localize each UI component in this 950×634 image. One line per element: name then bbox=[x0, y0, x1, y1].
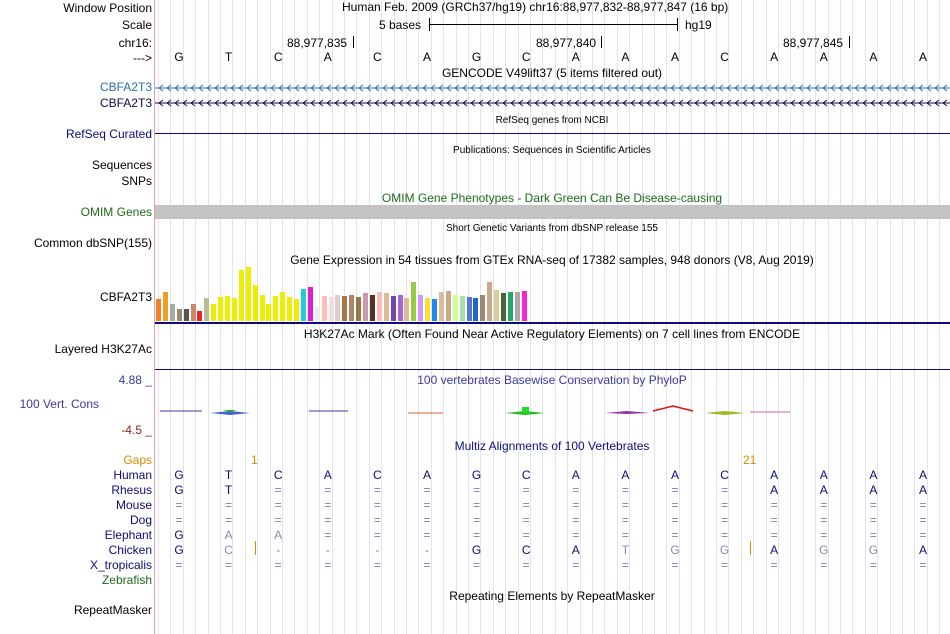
alignment-base: = bbox=[324, 513, 332, 527]
species-label[interactable]: X_tropicalis bbox=[89, 558, 152, 572]
gencode-gene1-label[interactable]: CBFA2T3 bbox=[99, 80, 152, 94]
gtex-tissue-bar[interactable] bbox=[494, 290, 499, 321]
alignment-base: G bbox=[174, 543, 184, 557]
alignment-base: A bbox=[918, 483, 927, 497]
track-label-column bbox=[0, 0, 154, 634]
alignment-base: A bbox=[918, 543, 927, 557]
gtex-tissue-bar[interactable] bbox=[239, 270, 244, 321]
alignment-base: A bbox=[819, 483, 828, 497]
h3k27ac-track-label[interactable]: Layered H3K27Ac bbox=[54, 342, 152, 356]
alignment-base: A bbox=[571, 468, 580, 482]
gtex-tissue-bar[interactable] bbox=[177, 309, 182, 321]
gtex-tissue-bar[interactable] bbox=[197, 311, 202, 321]
ruler-tick-2 bbox=[601, 36, 602, 48]
snps-track-label[interactable]: SNPs bbox=[121, 174, 152, 188]
alignment-base: = bbox=[324, 498, 332, 512]
alignment-base: = bbox=[869, 513, 877, 527]
alignment-base: = bbox=[721, 558, 729, 572]
alignment-base: = bbox=[473, 558, 481, 572]
phylop-max-label: 4.88 _ bbox=[118, 373, 152, 387]
gtex-tissue-bar[interactable] bbox=[480, 295, 485, 321]
reference-base: A bbox=[670, 50, 679, 64]
alignment-base: A bbox=[274, 528, 283, 542]
alignment-base: T bbox=[224, 483, 233, 497]
sequences-track-label[interactable]: Sequences bbox=[91, 158, 152, 172]
publications-track-title: Publications: Sequences in Scientific Articles bbox=[453, 145, 651, 156]
reference-base: C bbox=[720, 50, 729, 64]
alignment-base: G bbox=[471, 543, 482, 557]
alignment-base: = bbox=[671, 483, 679, 497]
chrom-label: chr16: bbox=[118, 36, 152, 50]
gtex-tissue-bar[interactable] bbox=[508, 292, 513, 321]
alignment-base: = bbox=[522, 528, 530, 542]
strand-label: ---> bbox=[133, 51, 152, 65]
alignment-base: = bbox=[175, 513, 183, 527]
scale-label: Scale bbox=[121, 18, 152, 32]
gtex-tissue-bar[interactable] bbox=[460, 296, 465, 321]
gencode-gene-models[interactable] bbox=[155, 82, 950, 108]
alignment-base: = bbox=[869, 498, 877, 512]
dbsnp-track-title: Short Genetic Variants from dbSNP release 155 bbox=[446, 223, 658, 234]
species-label[interactable]: Elephant bbox=[104, 528, 152, 542]
gtex-tissue-bar[interactable] bbox=[308, 287, 313, 321]
scale-bar-line bbox=[429, 24, 677, 25]
alignment-base: = bbox=[324, 558, 332, 572]
reference-base: A bbox=[819, 50, 828, 64]
gtex-tissue-bar[interactable] bbox=[184, 309, 189, 321]
alignment-base: = bbox=[423, 513, 431, 527]
alignment-base: = bbox=[473, 513, 481, 527]
gtex-tissue-bar[interactable] bbox=[225, 296, 230, 321]
gtex-tissue-bar[interactable] bbox=[156, 299, 161, 321]
reference-base: A bbox=[422, 50, 431, 64]
alignment-base: C bbox=[720, 468, 729, 482]
reference-base: A bbox=[621, 50, 630, 64]
gtex-tissue-bar[interactable] bbox=[260, 295, 265, 321]
alignment-base: - bbox=[375, 543, 380, 557]
gtex-tissue-bar[interactable] bbox=[204, 298, 209, 321]
phylop-segment bbox=[653, 406, 693, 411]
alignment-base: = bbox=[820, 498, 828, 512]
gencode-gene2-label[interactable]: CBFA2T3 bbox=[99, 96, 152, 110]
gtex-tissue-bar[interactable] bbox=[246, 267, 251, 321]
multiz-track-title: Multiz Alignments of 100 Vertebrates bbox=[454, 439, 650, 453]
alignment-base: = bbox=[621, 528, 629, 542]
alignment-base: = bbox=[721, 483, 729, 497]
reference-base: C bbox=[373, 50, 382, 64]
alignment-base: = bbox=[621, 558, 629, 572]
ruler-position-1: 88,977,835 bbox=[287, 36, 348, 50]
alignment-base: = bbox=[473, 498, 481, 512]
gtex-tissue-bar[interactable] bbox=[232, 298, 237, 321]
omim-gene-bar[interactable] bbox=[155, 205, 950, 219]
alignment-base: A bbox=[224, 528, 233, 542]
species-label[interactable]: Rhesus bbox=[111, 483, 152, 497]
alignment-base: G bbox=[819, 543, 829, 557]
gtex-tissue-bar[interactable] bbox=[301, 289, 306, 321]
ruler-position-3: 88,977,845 bbox=[783, 36, 844, 50]
gtex-tissue-bar[interactable] bbox=[398, 295, 403, 321]
alignment-base: = bbox=[671, 498, 679, 512]
phylop-segment bbox=[605, 411, 650, 414]
species-label[interactable]: Dog bbox=[129, 513, 152, 527]
alignment-base: C bbox=[273, 468, 283, 482]
alignment-base: G bbox=[471, 468, 482, 482]
alignment-base: = bbox=[423, 528, 431, 542]
gtex-tissue-bar[interactable] bbox=[522, 291, 527, 321]
reference-base: C bbox=[521, 50, 531, 64]
alignment-base: A bbox=[770, 468, 779, 482]
alignment-base: = bbox=[572, 528, 580, 542]
phylop-track-label[interactable]: 100 Vert. Cons bbox=[19, 397, 99, 411]
alignment-base: A bbox=[770, 483, 779, 497]
gtex-tissue-bar[interactable] bbox=[418, 295, 423, 321]
alignment-base: G bbox=[719, 543, 730, 557]
gtex-tissue-bar[interactable] bbox=[280, 292, 285, 321]
alignment-base: = bbox=[175, 498, 183, 512]
gtex-tissue-bar[interactable] bbox=[501, 293, 506, 321]
alignment-base: A bbox=[869, 483, 878, 497]
alignment-base: C bbox=[521, 543, 531, 557]
gtex-tissue-bar[interactable] bbox=[322, 296, 327, 321]
gaps-label: Gaps bbox=[123, 453, 152, 467]
alignment-base: C bbox=[224, 543, 233, 557]
alignment-base: = bbox=[324, 528, 332, 542]
phylop-conservation-plot[interactable] bbox=[155, 400, 950, 425]
scale-bar-text: 5 bases bbox=[379, 18, 422, 32]
alignment-base: G bbox=[868, 543, 879, 557]
phylop-segment bbox=[705, 411, 745, 415]
gtex-tissue-bar[interactable] bbox=[170, 304, 175, 321]
reference-base: A bbox=[323, 50, 332, 64]
gtex-tissue-bar[interactable] bbox=[294, 299, 299, 321]
gtex-tissue-bar[interactable] bbox=[391, 296, 396, 321]
alignment-base: = bbox=[324, 483, 332, 497]
reference-base: T bbox=[224, 50, 233, 64]
reference-base: A bbox=[770, 50, 779, 64]
gtex-tissue-bar[interactable] bbox=[432, 299, 437, 321]
alignment-base: = bbox=[175, 558, 183, 572]
gtex-tissue-bar[interactable] bbox=[453, 295, 458, 321]
alignment-base: = bbox=[522, 513, 530, 527]
gtex-tissue-bar[interactable] bbox=[191, 304, 196, 321]
alignment-base: = bbox=[770, 528, 778, 542]
refseq-gene-line[interactable] bbox=[155, 133, 950, 134]
alignment-base: = bbox=[721, 528, 729, 542]
gtex-tissue-bar[interactable] bbox=[370, 295, 375, 321]
alignment-base: = bbox=[473, 483, 481, 497]
gtex-tissue-bar[interactable] bbox=[487, 282, 492, 321]
h3k27ac-separator bbox=[155, 369, 950, 370]
omim-track-title: OMIM Gene Phenotypes - Dark Green Can Be Disease-causing bbox=[381, 191, 723, 205]
gtex-tissue-bar[interactable] bbox=[473, 298, 478, 321]
alignment-base: = bbox=[770, 558, 778, 572]
alignment-base: = bbox=[770, 513, 778, 527]
phylop-track-title: 100 vertebrates Basewise Conservation by PhyloP bbox=[417, 373, 687, 387]
omim-track-label[interactable]: OMIM Genes bbox=[80, 205, 152, 219]
alignment-base: T bbox=[224, 468, 233, 482]
reference-base: C bbox=[273, 50, 283, 64]
gtex-tissue-bar[interactable] bbox=[253, 285, 258, 321]
alignment-base: = bbox=[373, 558, 381, 572]
alignment-base: = bbox=[373, 528, 381, 542]
alignment-base: - bbox=[325, 543, 330, 557]
gtex-bar-chart[interactable] bbox=[155, 266, 950, 321]
alignment-base: = bbox=[274, 513, 282, 527]
alignment-base: = bbox=[820, 528, 828, 542]
alignment-base: = bbox=[522, 483, 530, 497]
alignment-base: = bbox=[274, 483, 282, 497]
gtex-baseline bbox=[155, 322, 950, 324]
alignment-base: G bbox=[174, 528, 184, 542]
alignment-base: = bbox=[721, 513, 729, 527]
gtex-tissue-bar[interactable] bbox=[273, 296, 278, 321]
alignment-base: = bbox=[621, 513, 629, 527]
gtex-tissue-bar[interactable] bbox=[163, 292, 168, 321]
alignment-base: = bbox=[671, 528, 679, 542]
alignment-base: = bbox=[373, 498, 381, 512]
alignment-base: = bbox=[522, 498, 530, 512]
alignment-base: = bbox=[522, 558, 530, 572]
alignment-base: = bbox=[423, 558, 431, 572]
alignment-base: = bbox=[572, 558, 580, 572]
alignment-base: = bbox=[225, 513, 233, 527]
insertion-marker bbox=[255, 541, 256, 555]
species-label[interactable]: Zebrafish bbox=[101, 573, 152, 587]
alignment-base: = bbox=[225, 558, 233, 572]
alignment-base: = bbox=[621, 498, 629, 512]
gtex-tissue-bar[interactable] bbox=[218, 297, 223, 321]
alignment-base: = bbox=[820, 558, 828, 572]
alignment-base: = bbox=[274, 558, 282, 572]
alignment-base: = bbox=[423, 498, 431, 512]
alignment-base: T bbox=[621, 543, 630, 557]
assembly-label: hg19 bbox=[685, 18, 712, 32]
phylop-min-label: -4.5 _ bbox=[121, 423, 152, 437]
gap-count-1: 1 bbox=[251, 453, 258, 467]
alignment-base: = bbox=[274, 498, 282, 512]
position-title: Human Feb. 2009 (GRCh37/hg19) chr16:88,977,832-88,977,847 (16 bp) bbox=[342, 0, 729, 14]
gencode-track-title: GENCODE V49lift37 (5 items filtered out) bbox=[441, 66, 663, 80]
gtex-tissue-bar[interactable] bbox=[356, 297, 361, 321]
alignment-base: - bbox=[425, 543, 429, 557]
refseq-track-title: RefSeq genes from NCBI bbox=[495, 115, 609, 126]
alignment-base: G bbox=[174, 483, 184, 497]
alignment-base: C bbox=[521, 468, 531, 482]
dbsnp-track-label[interactable]: Common dbSNP(155) bbox=[33, 236, 152, 250]
gtex-tissue-bar[interactable] bbox=[315, 307, 320, 321]
alignment-base: A bbox=[323, 468, 332, 482]
gtex-tissue-bar[interactable] bbox=[411, 282, 416, 321]
alignment-base: = bbox=[373, 483, 381, 497]
alignment-base: G bbox=[670, 543, 680, 557]
refseq-track-label[interactable]: RefSeq Curated bbox=[65, 127, 152, 141]
reference-base: A bbox=[571, 50, 580, 64]
alignment-base: = bbox=[919, 513, 927, 527]
alignment-base: = bbox=[572, 513, 580, 527]
species-label[interactable]: Human bbox=[113, 468, 152, 482]
alignment-base: = bbox=[919, 558, 927, 572]
reference-base: G bbox=[174, 50, 184, 64]
alignment-base: = bbox=[869, 528, 877, 542]
alignment-base: = bbox=[225, 498, 233, 512]
repeatmasker-track-label[interactable]: RepeatMasker bbox=[73, 603, 152, 617]
alignment-base: = bbox=[869, 558, 877, 572]
window-position-label: Window Position bbox=[63, 1, 152, 15]
alignment-base: - bbox=[276, 543, 281, 557]
species-label[interactable]: Mouse bbox=[115, 498, 152, 512]
gtex-tissue-bar[interactable] bbox=[467, 297, 472, 321]
gtex-tissue-bar[interactable] bbox=[404, 298, 409, 321]
alignment-base: A bbox=[869, 468, 878, 482]
alignment-base: = bbox=[721, 498, 729, 512]
alignment-base: A bbox=[422, 468, 431, 482]
gtex-tissue-bar[interactable] bbox=[329, 297, 334, 321]
gtex-tissue-bar[interactable] bbox=[363, 293, 368, 321]
ruler-tick-3 bbox=[849, 36, 850, 48]
alignment-base: A bbox=[670, 468, 679, 482]
insertion-marker bbox=[750, 541, 751, 555]
alignment-base: = bbox=[671, 558, 679, 572]
alignment-base: = bbox=[820, 513, 828, 527]
alignment-base: A bbox=[571, 543, 580, 557]
alignment-base: A bbox=[819, 468, 828, 482]
alignment-base: G bbox=[174, 468, 184, 482]
gtex-tissue-bar[interactable] bbox=[342, 296, 347, 321]
alignment-base: C bbox=[373, 468, 382, 482]
gtex-tissue-bar[interactable] bbox=[446, 291, 451, 321]
alignment-base: = bbox=[572, 498, 580, 512]
alignment-base: = bbox=[572, 483, 580, 497]
alignment-base: = bbox=[473, 528, 481, 542]
alignment-base: = bbox=[621, 483, 629, 497]
gtex-tissue-bar[interactable] bbox=[515, 292, 520, 321]
gtex-tissue-bar[interactable] bbox=[425, 298, 430, 321]
reference-base: A bbox=[869, 50, 878, 64]
ruler-position-2: 88,977,840 bbox=[536, 36, 597, 50]
alignment-base: = bbox=[919, 528, 927, 542]
gtex-tissue-bar[interactable] bbox=[349, 295, 354, 321]
alignment-base: = bbox=[423, 483, 431, 497]
gap-count-2: 21 bbox=[743, 453, 757, 467]
alignment-base: = bbox=[373, 513, 381, 527]
reference-base: A bbox=[918, 50, 927, 64]
gtex-tissue-bar[interactable] bbox=[287, 297, 292, 321]
gtex-tissue-bar[interactable] bbox=[266, 304, 271, 321]
gtex-tissue-bar[interactable] bbox=[384, 293, 389, 321]
h3k27ac-track-title: H3K27Ac Mark (Often Found Near Active Regulatory Elements) on 7 cell lines from ENCODE bbox=[303, 327, 801, 341]
alignment-base: = bbox=[919, 498, 927, 512]
genome-browser-image[interactable] bbox=[155, 0, 950, 634]
repeatmasker-track-title: Repeating Elements by RepeatMasker bbox=[449, 589, 655, 603]
gtex-tissue-bar[interactable] bbox=[211, 304, 216, 321]
phylop-segment bbox=[522, 407, 529, 413]
gtex-tissue-bar[interactable] bbox=[377, 292, 382, 321]
alignment-base: = bbox=[770, 498, 778, 512]
gtex-tissue-bar[interactable] bbox=[439, 292, 444, 321]
gtex-tissue-bar[interactable] bbox=[335, 295, 340, 321]
scale-bar-right-tick bbox=[677, 18, 678, 31]
alignment-base: = bbox=[671, 513, 679, 527]
gtex-track-label[interactable]: CBFA2T3 bbox=[99, 290, 152, 304]
gtex-track-title: Gene Expression in 54 tissues from GTEx RNA-seq of 17382 samples, 948 donors (V8, Aug 2019) bbox=[290, 253, 814, 267]
alignment-base: A bbox=[770, 543, 779, 557]
ruler-tick-1 bbox=[353, 36, 354, 48]
alignment-base: A bbox=[918, 468, 927, 482]
species-label[interactable]: Chicken bbox=[108, 543, 152, 557]
reference-base: G bbox=[471, 50, 482, 64]
alignment-base: A bbox=[621, 468, 630, 482]
